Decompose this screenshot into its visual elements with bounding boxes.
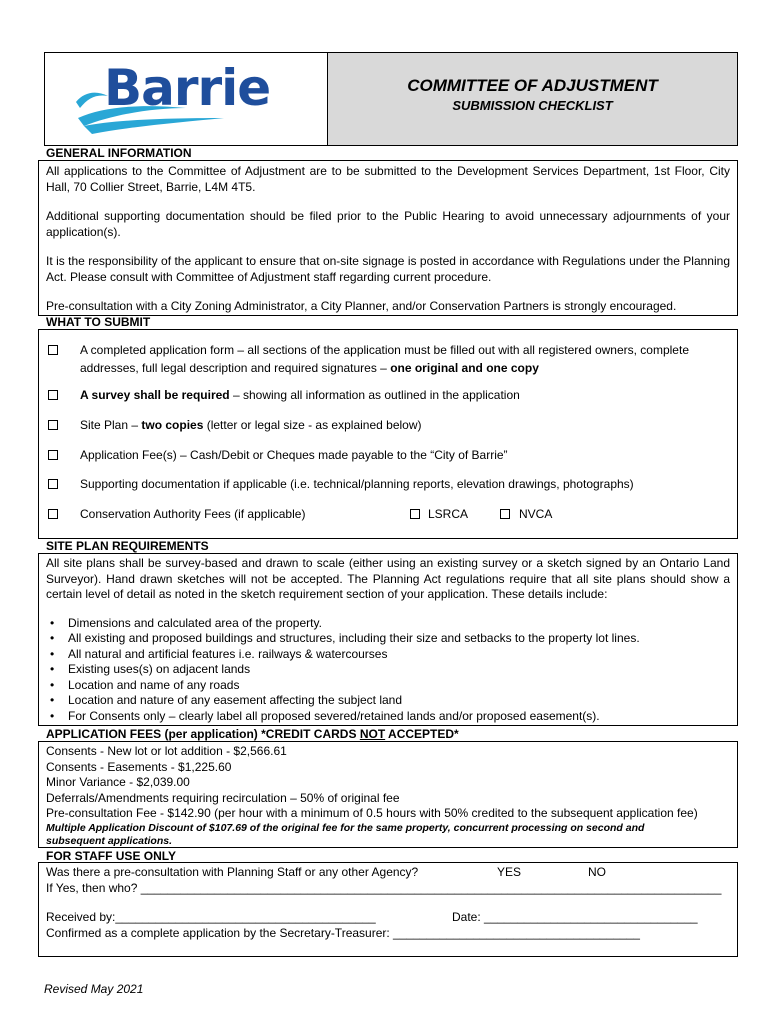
- fees-content: [46, 744, 730, 848]
- item-supporting-docs: Supporting documentation if applicable (i.e. technical/planning reports, elevation drawings, photographs): [80, 477, 634, 491]
- item-application-fee: Application Fee(s) – Cash/Debit or Cheques made payable to the “City of Barrie”: [80, 448, 508, 462]
- list-item: • Existing uses(s) on adjacent lands: [46, 662, 730, 678]
- list-item: • All existing and proposed buildings and structures, including their size and setbacks to the property lot lines.: [46, 631, 730, 647]
- fee-line: Deferrals/Amendments requiring recirculation – 50% of original fee: [46, 790, 400, 805]
- fee-line: Minor Variance - $2,039.00: [46, 775, 190, 790]
- staff-received-field[interactable]: Received by:_______________________________________: [46, 910, 376, 924]
- general-p4: Pre-consultation with a City Zoning Administrator, a City Planner, and/or Conservation Partners is strongly encouraged.: [46, 299, 677, 313]
- item-site-plan: [80, 416, 728, 434]
- page-title: COMMITTEE OF ADJUSTMENT: [407, 76, 658, 95]
- item3-emphasis: two copies: [141, 418, 204, 432]
- fee-line: Pre-consultation Fee - $142.90 (per hour with a minimum of 0.5 hours with 50% credited to the subsequent application fee): [46, 806, 698, 821]
- what-to-submit-title: WHAT TO SUBMIT: [46, 315, 151, 329]
- general-p2: Additional supporting documentation should be filed prior to the Public Hearing to avoid unnecessary adjournments of your application(s).: [46, 209, 730, 239]
- checkbox-lsrca[interactable]: [410, 509, 420, 519]
- general-p1: All applications to the Committee of Adjustment are to be submitted to the Development Services Department, 1st Floor, City Hall, 70 Collier Street, Barrie, L4M 4T5.: [46, 164, 730, 194]
- fees-title-c: ACCEPTED*: [385, 727, 459, 741]
- checkbox-conservation-fees[interactable]: [48, 509, 58, 519]
- fees-title-a: APPLICATION FEES (per application) *CREDIT CARDS: [46, 727, 360, 741]
- revised-date: Revised May 2021: [44, 982, 144, 996]
- site-plan-intro: All site plans shall be survey-based and drawn to scale (either using an existing survey or a sketch signed by an Ontario Land Surveyor). Hand drawn sketches will not be accepted. The Planning Act regulations require that all site plans should show a certain level of detail as noted in the sketch requirement section of your application. These details include:: [46, 556, 730, 601]
- barrie-logo: [74, 59, 271, 138]
- staff-yes[interactable]: YES: [497, 865, 522, 879]
- general-info-title: GENERAL INFORMATION: [46, 146, 192, 160]
- staff-title: FOR STAFF USE ONLY: [46, 849, 177, 863]
- list-item: • Location and nature of any easement affecting the subject land: [46, 693, 730, 709]
- list-item: • All natural and artificial features i.e. railways & watercourses: [46, 647, 730, 663]
- site-plan-title: SITE PLAN REQUIREMENTS: [46, 539, 209, 553]
- fees-title: [46, 727, 459, 741]
- fee-discount: Multiple Application Discount of $107.69 of the original fee for the same property, concurrent processing on second and subsequent applications.: [46, 821, 645, 847]
- item-survey: [80, 386, 728, 404]
- barrie-logo-text: Barrie: [104, 59, 271, 117]
- site-plan-content: [46, 556, 730, 725]
- list-item: • Dimensions and calculated area of the property.: [46, 616, 730, 632]
- fees-title-not: NOT: [359, 727, 386, 741]
- label-nvca: NVCA: [519, 507, 553, 521]
- general-p3: It is the responsibility of the applicant to ensure that on-site signage is posted in accordance with Regulations under the Planning Act. Please consult with Committee of Adjustment staff regarding current procedure.: [46, 254, 730, 284]
- item1-emphasis: one original and one copy: [390, 361, 539, 375]
- site-plan-bullets: [46, 616, 730, 725]
- item1-text: A completed application form – all sections of the application must be filled out with all registered owners, complete addresses, full legal description and required signatures –: [80, 343, 689, 375]
- staff-no[interactable]: NO: [588, 865, 606, 879]
- item3-text-a: Site Plan –: [80, 418, 142, 432]
- label-lsrca: LSRCA: [428, 507, 469, 521]
- list-item: • For Consents only – clearly label all proposed severed/retained lands and/or proposed easement(s).: [46, 709, 730, 725]
- page-subtitle: SUBMISSION CHECKLIST: [452, 98, 613, 113]
- checkbox-application-form[interactable]: [48, 345, 58, 355]
- item-application-form: [80, 341, 728, 377]
- staff-date-field[interactable]: Date: ________________________________: [452, 910, 698, 924]
- item2-emphasis: A survey shall be required: [80, 388, 230, 402]
- checkbox-nvca[interactable]: [500, 509, 510, 519]
- checkbox-supporting-docs[interactable]: [48, 479, 58, 489]
- fee-line: Consents - Easements - $1,225.60: [46, 759, 232, 774]
- item3-text-c: (letter or legal size - as explained below): [203, 418, 422, 432]
- fee-line: Consents - New lot or lot addition - $2,566.61: [46, 744, 287, 758]
- checkbox-site-plan[interactable]: [48, 420, 58, 430]
- item2-text: – showing all information as outlined in the application: [229, 388, 520, 402]
- item-conservation-fees: Conservation Authority Fees (if applicable): [80, 507, 306, 521]
- checkbox-application-fee[interactable]: [48, 450, 58, 460]
- checkbox-survey[interactable]: [48, 390, 58, 400]
- staff-confirmed-field[interactable]: Confirmed as a complete application by the Secretary-Treasurer: _____________________________________: [46, 926, 640, 940]
- staff-who-field[interactable]: If Yes, then who? _______________________________________________________________________________________: [46, 881, 722, 895]
- staff-question: Was there a pre-consultation with Planning Staff or any other Agency?: [46, 865, 419, 879]
- list-item: • Location and name of any roads: [46, 678, 730, 694]
- general-info-text: [46, 163, 730, 314]
